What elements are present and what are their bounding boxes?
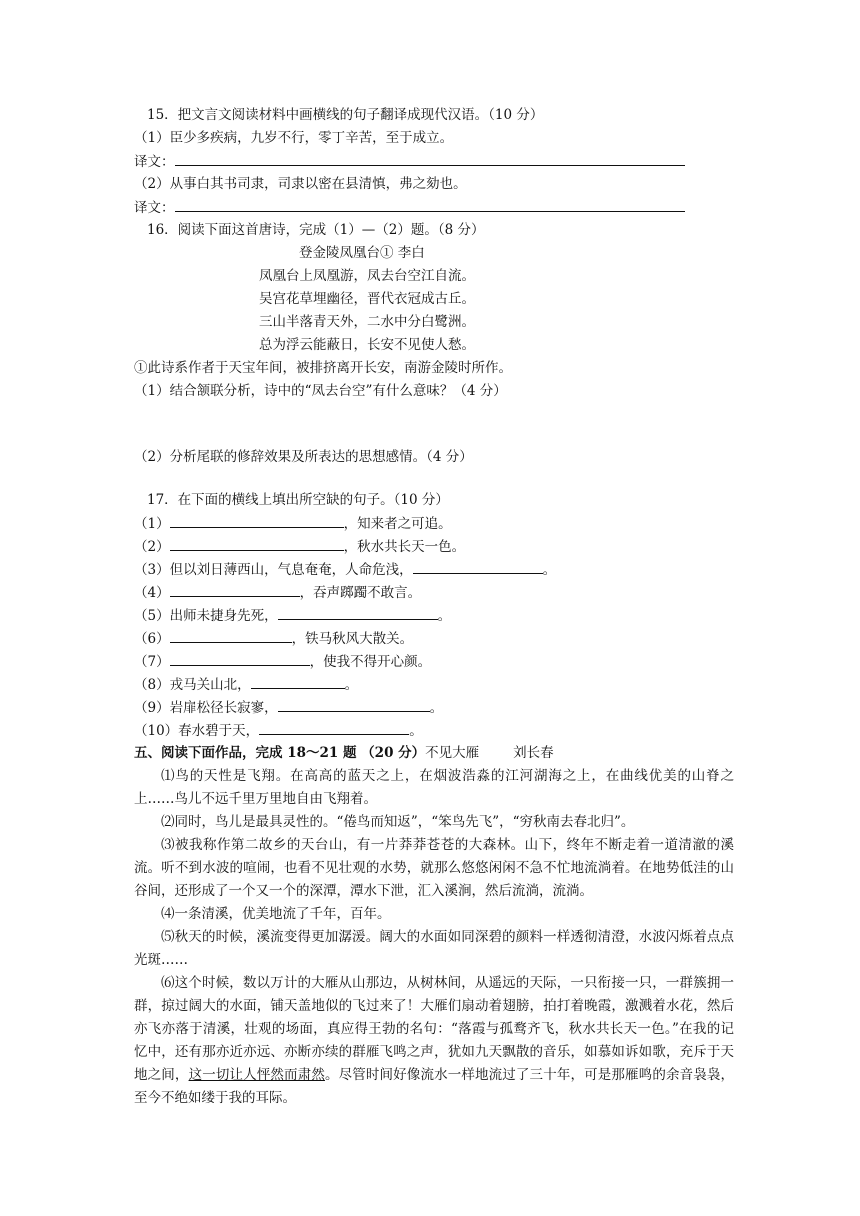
fill-item [134, 535, 465, 559]
article-author: 刘长春 [513, 745, 554, 761]
fill-item-prefix: （8）戎马关山北， [134, 677, 251, 693]
poem-line: 吴宫花草埋幽径，晋代衣冠成古丘。 [259, 291, 475, 307]
fill-blank[interactable] [278, 696, 430, 712]
fill-item-suffix: ，铁马秋风大散关。 [291, 631, 414, 647]
fill-item-suffix: 。 [409, 723, 423, 739]
fill-item-suffix: ，吞声踯躅不敢言。 [299, 585, 422, 601]
article-paragraph-4: ⑷一条清溪，优美地流了千年，百年。 [161, 906, 391, 922]
fill-item-suffix: 。 [437, 608, 452, 624]
fill-item-suffix: 。 [344, 677, 359, 693]
underlined-sentence: 这一切让人怦然而肃然 [188, 1067, 325, 1083]
fill-item-prefix: （10）春水碧于天， [134, 723, 260, 739]
q16-subquestion-1: （1）结合颔联分析，诗中的“凤去台空”有什么意味？（4 分） [134, 383, 507, 399]
fill-blank[interactable] [413, 558, 543, 574]
fill-item [134, 673, 358, 697]
fill-item [134, 558, 556, 582]
q15-sentence-2: （2）从事白其书司隶，司隶以密在县清慎，弗之劾也。 [134, 176, 467, 192]
fill-blank[interactable] [251, 673, 345, 689]
q16-subquestion-2: （2）分析尾联的修辞效果及所表达的思想感情。（4 分） [134, 449, 473, 465]
q15-translation-2-row [134, 196, 685, 220]
fill-item [134, 650, 431, 674]
q16-title: 16．阅读下面这首唐诗，完成（1）—（2）题。（8 分） [147, 222, 485, 238]
translation-label: 译文： [134, 200, 175, 216]
fill-item [134, 627, 413, 651]
fill-item-prefix: （2） [134, 539, 170, 555]
fill-blank[interactable] [170, 535, 344, 551]
fill-item-prefix: （4） [134, 585, 170, 601]
fill-item [134, 581, 421, 605]
poem-line: 三山半落青天外，二水中分白鹭洲。 [259, 314, 475, 330]
q15-title: 15．把文言文阅读材料中画横线的句子翻译成现代汉语。（10 分） [147, 107, 544, 123]
q17-title: 17．在下面的横线上填出所空缺的句子。（10 分） [147, 492, 449, 508]
fill-item-suffix: ，秋水共长天一色。 [343, 539, 466, 555]
poem-line: 凤凰台上凤凰游，凤去台空江自流。 [259, 268, 475, 284]
paragraph-6-text-b: 。尽管时间好像流水一样地流过了三十年，可是那雁鸣的余音袅袅，至今不绝如缕于我的耳际。 [134, 1067, 735, 1106]
fill-item-suffix: 。 [429, 700, 444, 716]
fill-item [134, 512, 452, 536]
paragraph-6-text-a: ⑹这个时候，数以万计的大雁从山那边，从树林间，从遥远的天际，一只衔接一只，一群簇拥一群，掠过阔大的水面，铺天盖地似的飞过来了！大雁们扇动着翅膀，拍打着晚霞，激溅着水花，然后亦飞亦落于清溪，壮观的场面，真应得王勃的名句：“落霞与孤鹜齐飞，秋水共长天一色。”在我的记忆中，还有那亦近亦远、亦断亦续的群雁飞鸣之声，犹如九天飘散的音乐，如慕如诉如歌，充斥于天地之间， [134, 975, 734, 1083]
fill-item-prefix: （6） [134, 631, 170, 647]
article-paragraph-1: ⑴鸟的天性是飞翔。在高高的蓝天之上，在烟波浩淼的江河湖海之上，在曲线优美的山脊之上……鸟儿不远千里万里地自由飞翔着。 [134, 768, 734, 807]
poem-title: 登金陵凤凰台① 李白 [299, 245, 425, 261]
poem-footnote: ①此诗系作者于天宝年间，被排挤离开长安，南游金陵时所作。 [134, 360, 512, 376]
fill-blank[interactable] [170, 512, 344, 528]
translation-label: 译文： [134, 154, 175, 170]
fill-item [134, 604, 451, 628]
fill-item-prefix: （5）出师未捷身先死， [134, 608, 278, 624]
fill-item [134, 719, 423, 743]
fill-item [134, 696, 443, 720]
article-paragraph-2: ⑵同时，鸟儿是最具灵性的。“倦鸟而知返”，“笨鸟先飞”，“穷秋南去春北归”。 [161, 814, 635, 830]
fill-item-prefix: （1） [134, 516, 170, 532]
section-heading: 五、阅读下面作品，完成 18～21 题 （20 分） [134, 745, 426, 761]
fill-blank[interactable] [259, 719, 409, 735]
translation-blank-1[interactable] [175, 150, 685, 166]
fill-item-prefix: （7） [134, 654, 170, 670]
fill-item-prefix: （3）但以刘日薄西山，气息奄奄，人命危浅， [134, 562, 413, 578]
fill-blank[interactable] [170, 581, 300, 597]
article-paragraph-5: ⑸秋天的时候，溪流变得更加潺湲。阔大的水面如同深碧的颜料一样透彻清澄，水波闪烁着点点光斑…… [134, 929, 734, 968]
poem-line: 总为浮云能蔽日，长安不见使人愁。 [259, 337, 475, 353]
fill-item-suffix: ，使我不得开心颜。 [309, 654, 432, 670]
fill-item-suffix: ，知来者之可追。 [343, 516, 452, 532]
article-paragraph-3: ⑶被我称作第二故乡的天台山，有一片莽莽苍苍的大森林。山下，终年不断走着一道清澈的溪流。听不到水波的喧闹，也看不见壮观的水势，就那么悠悠闲闲不急不忙地流淌着。在地势低洼的山谷间，还形成了一个又一个的深潭，潭水下泄，汇入溪涧，然后流淌，流淌。 [134, 837, 734, 899]
article-paragraph-6 [134, 972, 734, 1110]
fill-blank[interactable] [278, 604, 438, 620]
translation-blank-2[interactable] [175, 196, 685, 212]
fill-item-suffix: 。 [542, 562, 557, 578]
fill-blank[interactable] [170, 627, 292, 643]
q15-translation-1-row [134, 150, 685, 174]
article-title: 不见大雁 [425, 745, 480, 761]
q15-sentence-1: （1）臣少多疾病，九岁不行，零丁辛苦，至于成立。 [134, 130, 454, 146]
fill-blank[interactable] [170, 650, 310, 666]
section-5-heading-row [134, 742, 554, 765]
fill-item-prefix: （9）岩扉松径长寂寥， [134, 700, 278, 716]
